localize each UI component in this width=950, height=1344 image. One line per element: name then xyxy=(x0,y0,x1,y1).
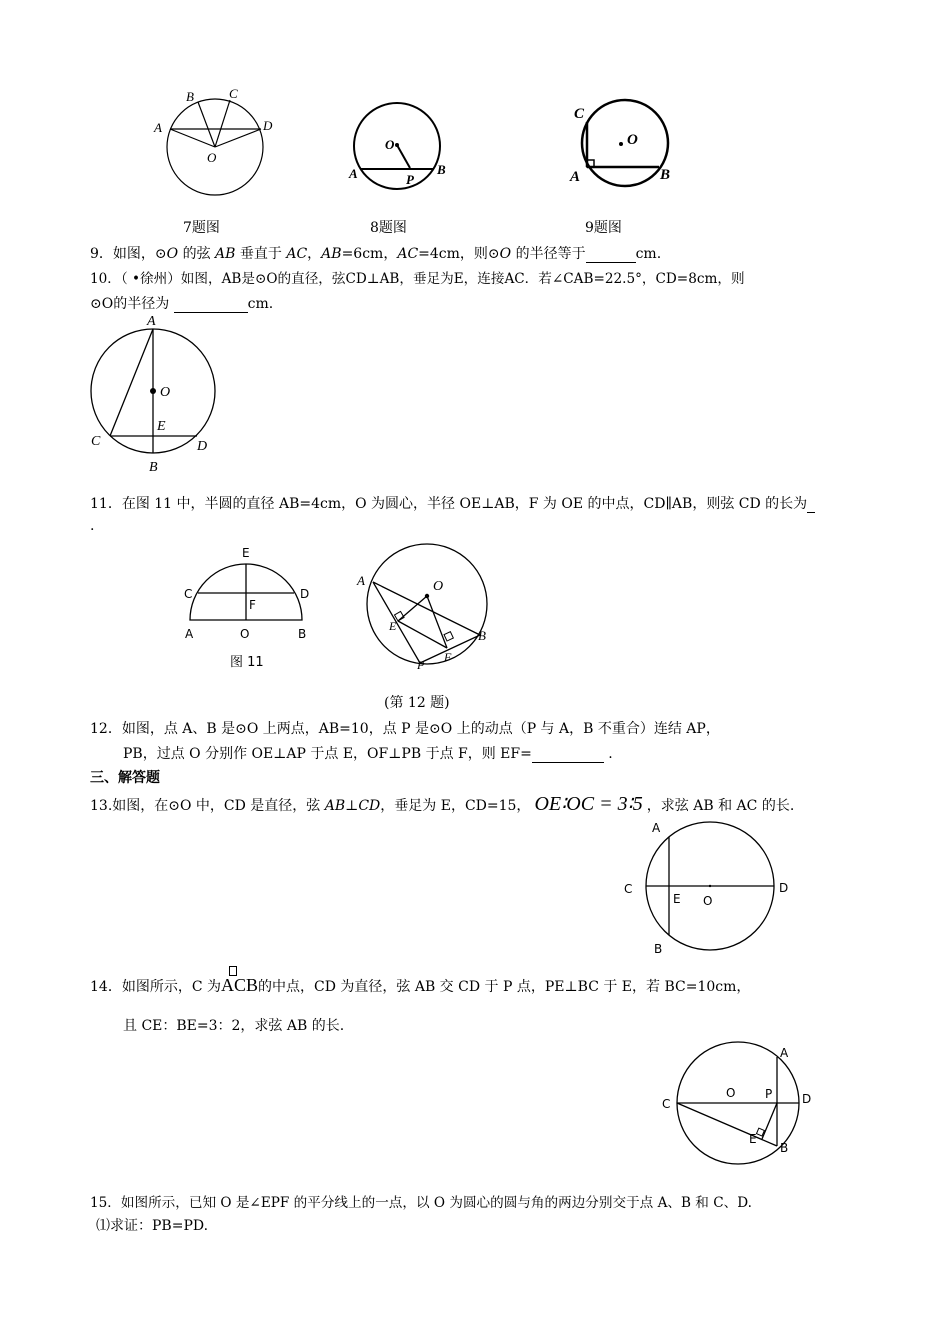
fig10-center-dot xyxy=(150,388,156,394)
fig12-label-e: E xyxy=(389,619,397,633)
fig7-label-b: B xyxy=(186,89,194,104)
fig13-label-d: D xyxy=(779,881,789,895)
question-11-line2: . xyxy=(90,518,95,534)
fig14-label-c: C xyxy=(662,1097,671,1111)
fig9-center-dot xyxy=(619,142,623,146)
figure-8 xyxy=(340,98,460,198)
fig10-label-c: C xyxy=(91,434,101,449)
fig7-radius-ob xyxy=(198,102,215,147)
figure-12 xyxy=(353,538,498,678)
question-10-line1: 10．（ •徐州）如图，AB是⊙O的直径，弦CD⊥AB，垂足为E，连接AC．若∠CAB=22.5°，CD=8cm，则 xyxy=(90,271,745,287)
fig9-label-o: O xyxy=(627,132,638,148)
figure-10 xyxy=(85,312,225,477)
fig12-label-p: P xyxy=(417,658,425,672)
q10-answer-blank[interactable] xyxy=(174,298,248,313)
figure-7 xyxy=(150,82,290,202)
fig7-label-o: O xyxy=(207,150,217,165)
fig14-label-o: O xyxy=(726,1086,736,1100)
fig8-label-o: O xyxy=(385,137,395,152)
fig11-label-o: O xyxy=(240,627,250,641)
figure-9 xyxy=(565,95,690,195)
fig12-label-a: A xyxy=(357,573,365,588)
fig9-label-b: B xyxy=(660,167,671,183)
caption-fig7: 7题图 xyxy=(183,220,220,236)
fig8-center-dot xyxy=(395,143,399,147)
fig12-label-f: F xyxy=(444,650,452,664)
fig7-label-a: A xyxy=(154,120,162,135)
fig12-right-angle-f xyxy=(444,632,453,641)
fig12-center-dot xyxy=(425,594,429,598)
q14-arc-acb: ACB xyxy=(221,974,258,996)
fig7-label-c: C xyxy=(229,86,238,101)
q11-answer-blank[interactable] xyxy=(807,498,815,513)
fig9-label-a: A xyxy=(570,169,581,185)
fig7-label-d: D xyxy=(263,118,273,133)
fig12-label-o: O xyxy=(433,579,444,594)
question-12-line1: 12．如图，点 A、B 是⊙O 上两点，AB=10，点 P 是⊙O 上的动点（P 与 A，B 不重合）连结 AP， xyxy=(90,721,720,737)
question-12-line2: PB，过点 O 分别作 OE⊥AP 于点 E，OF⊥PB 于点 F，则 EF= . xyxy=(123,746,613,762)
question-14-line1: 14．如图所示，C 为 ACB的中点，CD 为直径，弦 AB 交 CD 于 P 点，PE⊥BC 于 E，若 BC=10cm， xyxy=(90,974,750,998)
fig14-label-b: B xyxy=(780,1141,789,1155)
fig13-label-e: E xyxy=(673,892,681,906)
q14-arc-mark xyxy=(229,966,237,976)
fig10-label-o: O xyxy=(160,385,171,400)
fig12-label-b: B xyxy=(478,628,486,643)
question-15-line1: 15．如图所示，已知 O 是∠EPF 的平分线上的一点，以 O 为圆心的圆与角的两边分别交于点 A、B 和 C、D. xyxy=(90,1195,752,1211)
fig14-label-d: D xyxy=(802,1092,812,1106)
question-15-line2: ⑴求证：PB=PD. xyxy=(96,1218,209,1234)
question-11-line1: 11．在图 11 中，半圆的直径 AB=4cm，O 为圆心，半径 OE⊥AB，F 为 OE 的中点，CD∥AB，则弦 CD 的长为 xyxy=(90,495,815,513)
fig11-label-b: B xyxy=(298,627,307,641)
fig8-segment-op xyxy=(397,145,410,168)
fig10-label-d: D xyxy=(197,439,208,454)
fig12-segment-of xyxy=(427,596,447,648)
q13-ratio: OE∶OC = 3∶5 xyxy=(534,793,643,815)
fig11-label-e: E xyxy=(242,546,250,560)
fig13-label-c: C xyxy=(624,882,633,896)
question-13: 13.如图，在⊙O 中，CD 是直径，弦 AB⊥CD，垂足为 E，CD=15， OE∶OC = 3∶5 ，求弦 AB 和 AC 的长. xyxy=(90,793,795,815)
fig11-label-f: F xyxy=(249,598,256,612)
question-9: 9．如图，⊙O 的弦 AB 垂直于 AC，AB=6cm，AC=4cm，则⊙O 的半径等于 cm. xyxy=(90,246,662,262)
fig9-label-c: C xyxy=(574,106,585,122)
caption-fig12: (第 12 题) xyxy=(384,695,450,711)
fig13-label-a: A xyxy=(652,821,661,835)
figure-11 xyxy=(176,543,326,643)
fig13-label-b: B xyxy=(654,942,663,956)
fig11-label-c: C xyxy=(184,587,193,601)
q9-answer-blank[interactable] xyxy=(586,248,636,263)
fig12-circle xyxy=(367,544,487,664)
fig14-segment-pe xyxy=(762,1103,777,1139)
figure-14 xyxy=(652,1040,827,1165)
fig14-label-e: E xyxy=(749,1132,757,1146)
fig14-label-p: P xyxy=(765,1087,773,1101)
caption-fig9: 9题图 xyxy=(585,220,622,236)
fig14-label-a: A xyxy=(780,1046,789,1060)
fig12-segment-ef xyxy=(398,621,447,648)
fig7-radius-oc xyxy=(215,100,230,147)
fig10-chord-ac xyxy=(110,329,153,436)
question-10-line2: ⊙O的半径为 cm. xyxy=(90,296,274,312)
fig14-chord-cb xyxy=(677,1103,777,1146)
fig10-label-b: B xyxy=(149,460,158,475)
caption-fig8: 8题图 xyxy=(370,220,407,236)
q12-answer-blank[interactable] xyxy=(532,748,604,763)
fig11-label-d: D xyxy=(300,587,310,601)
fig13-label-o: O xyxy=(703,894,713,908)
fig10-label-e: E xyxy=(157,419,166,434)
fig12-segment-oe xyxy=(398,596,427,621)
fig7-radius-oa xyxy=(170,129,215,147)
fig8-label-p: P xyxy=(406,172,414,187)
fig9-circle xyxy=(582,100,671,186)
fig7-radius-od xyxy=(215,129,261,147)
fig11-label-a: A xyxy=(185,627,194,641)
figure-13 xyxy=(618,815,798,960)
fig8-label-b: B xyxy=(437,162,446,177)
fig13-center-dot xyxy=(709,885,711,887)
question-14-line2: 且 CE：BE=3：2，求弦 AB 的长. xyxy=(123,1018,345,1034)
section-heading-3: 三、解答题 xyxy=(90,770,160,786)
fig10-label-a: A xyxy=(147,314,156,329)
caption-fig11: 图 11 xyxy=(230,655,264,670)
fig8-label-a: A xyxy=(349,166,358,181)
